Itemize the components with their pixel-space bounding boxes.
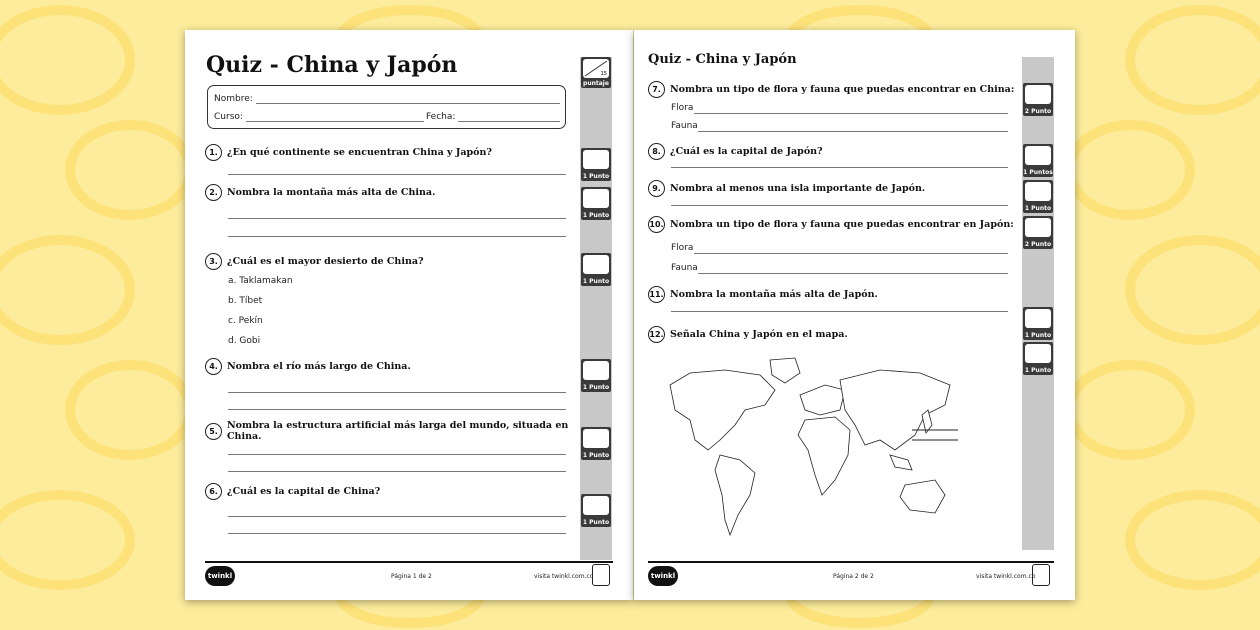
course-field[interactable] (246, 121, 424, 122)
student-info-box (207, 85, 566, 129)
points-box[interactable]: 1 Punto (1023, 180, 1053, 213)
worksheet-page-2 (634, 30, 1075, 600)
points-box[interactable]: 1 Punto (581, 253, 611, 286)
footer-divider (205, 561, 613, 563)
points-box[interactable]: 1 Punto (1023, 342, 1053, 375)
answer-line[interactable] (671, 205, 1008, 206)
flora-label: Flora (671, 103, 694, 113)
name-field[interactable] (256, 103, 560, 104)
world-map[interactable] (650, 355, 965, 550)
answer-line[interactable] (228, 218, 566, 219)
twinkl-logo: twinkl (648, 566, 678, 586)
course-label: Curso: (214, 112, 243, 122)
page-title: Quiz - China y Japón (206, 52, 458, 78)
page-title: Quiz - China y Japón (648, 52, 797, 67)
points-box[interactable]: 1 Puntos (1023, 144, 1053, 177)
flora-field[interactable] (694, 113, 1008, 114)
fauna-field[interactable] (698, 131, 1008, 132)
answer-line[interactable] (228, 516, 566, 517)
fauna-label: Fauna (671, 121, 698, 131)
total-score-box[interactable] (581, 57, 611, 88)
question-6: 6. ¿Cuál es la capital de China? (205, 483, 380, 500)
fauna-label: Fauna (671, 263, 698, 273)
points-box[interactable]: 1 Punto (581, 494, 611, 527)
twinkl-logo: twinkl (205, 566, 235, 586)
question-11: 11. Nombra la montaña más alta de Japón. (648, 286, 878, 303)
question-5: 5. Nombra la estructura artificial más larga del mundo, situada en China. (205, 420, 570, 442)
question-10: 10. Nombra un tipo de flora y fauna que puedas encontrar en Japón: (648, 216, 1014, 233)
option-c[interactable]: c. Pekín (228, 316, 263, 326)
site-link[interactable]: visita twinkl.com.co (976, 573, 1036, 580)
question-1: 1. ¿En qué continente se encuentran China y Japón? (205, 144, 492, 161)
points-box[interactable]: 1 Punto (581, 187, 611, 220)
quality-badge-icon (1032, 564, 1050, 586)
page-number: Página 1 de 2 (391, 573, 432, 580)
question-2: 2. Nombra la montaña más alta de China. (205, 184, 435, 201)
answer-line[interactable] (228, 236, 566, 237)
date-field[interactable] (458, 121, 560, 122)
answer-line[interactable] (228, 409, 566, 410)
site-link[interactable]: visita twinkl.com.co (534, 573, 594, 580)
question-7: 7. Nombra un tipo de flora y fauna que puedas encontrar en China: (648, 81, 1014, 98)
question-3: 3. ¿Cuál es el mayor desierto de China? (205, 253, 424, 270)
option-d[interactable]: d. Gobi (228, 336, 261, 346)
answer-line[interactable] (671, 311, 1008, 312)
worksheet-page-1 (185, 30, 633, 600)
option-b[interactable]: b. Tíbet (228, 296, 263, 306)
score-column (1022, 57, 1054, 550)
fauna-field[interactable] (698, 273, 1008, 274)
answer-line[interactable] (671, 167, 1008, 168)
footer-divider (648, 561, 1054, 563)
question-8: 8. ¿Cuál es la capital de Japón? (648, 143, 823, 160)
points-box[interactable]: 1 Punto (1023, 307, 1053, 340)
points-box[interactable]: 1 Punto (581, 359, 611, 392)
answer-line[interactable] (228, 392, 566, 393)
quality-badge-icon (592, 564, 610, 586)
answer-line[interactable] (228, 454, 566, 455)
flora-field[interactable] (694, 253, 1008, 254)
name-label: Nombre: (214, 94, 253, 104)
points-box[interactable]: 1 Punto (581, 148, 611, 181)
answer-line[interactable] (228, 174, 566, 175)
score-column (580, 57, 612, 560)
points-box[interactable]: 2 Punto (1023, 83, 1053, 116)
points-box[interactable]: 2 Punto (1023, 216, 1053, 249)
points-box[interactable]: 1 Punto (581, 427, 611, 460)
flora-label: Flora (671, 243, 694, 253)
date-label: Fecha: (426, 112, 456, 122)
question-9: 9. Nombra al menos una isla importante de Japón. (648, 180, 925, 197)
score-total: 15 (600, 71, 607, 77)
score-label: puntaje (583, 80, 609, 87)
answer-line[interactable] (228, 533, 566, 534)
page-number: Página 2 de 2 (833, 573, 874, 580)
option-a[interactable]: a. Taklamakan (228, 276, 293, 286)
question-12: 12. Señala China y Japón en el mapa. (648, 326, 848, 343)
question-4: 4. Nombra el río más largo de China. (205, 358, 411, 375)
answer-line[interactable] (228, 471, 566, 472)
